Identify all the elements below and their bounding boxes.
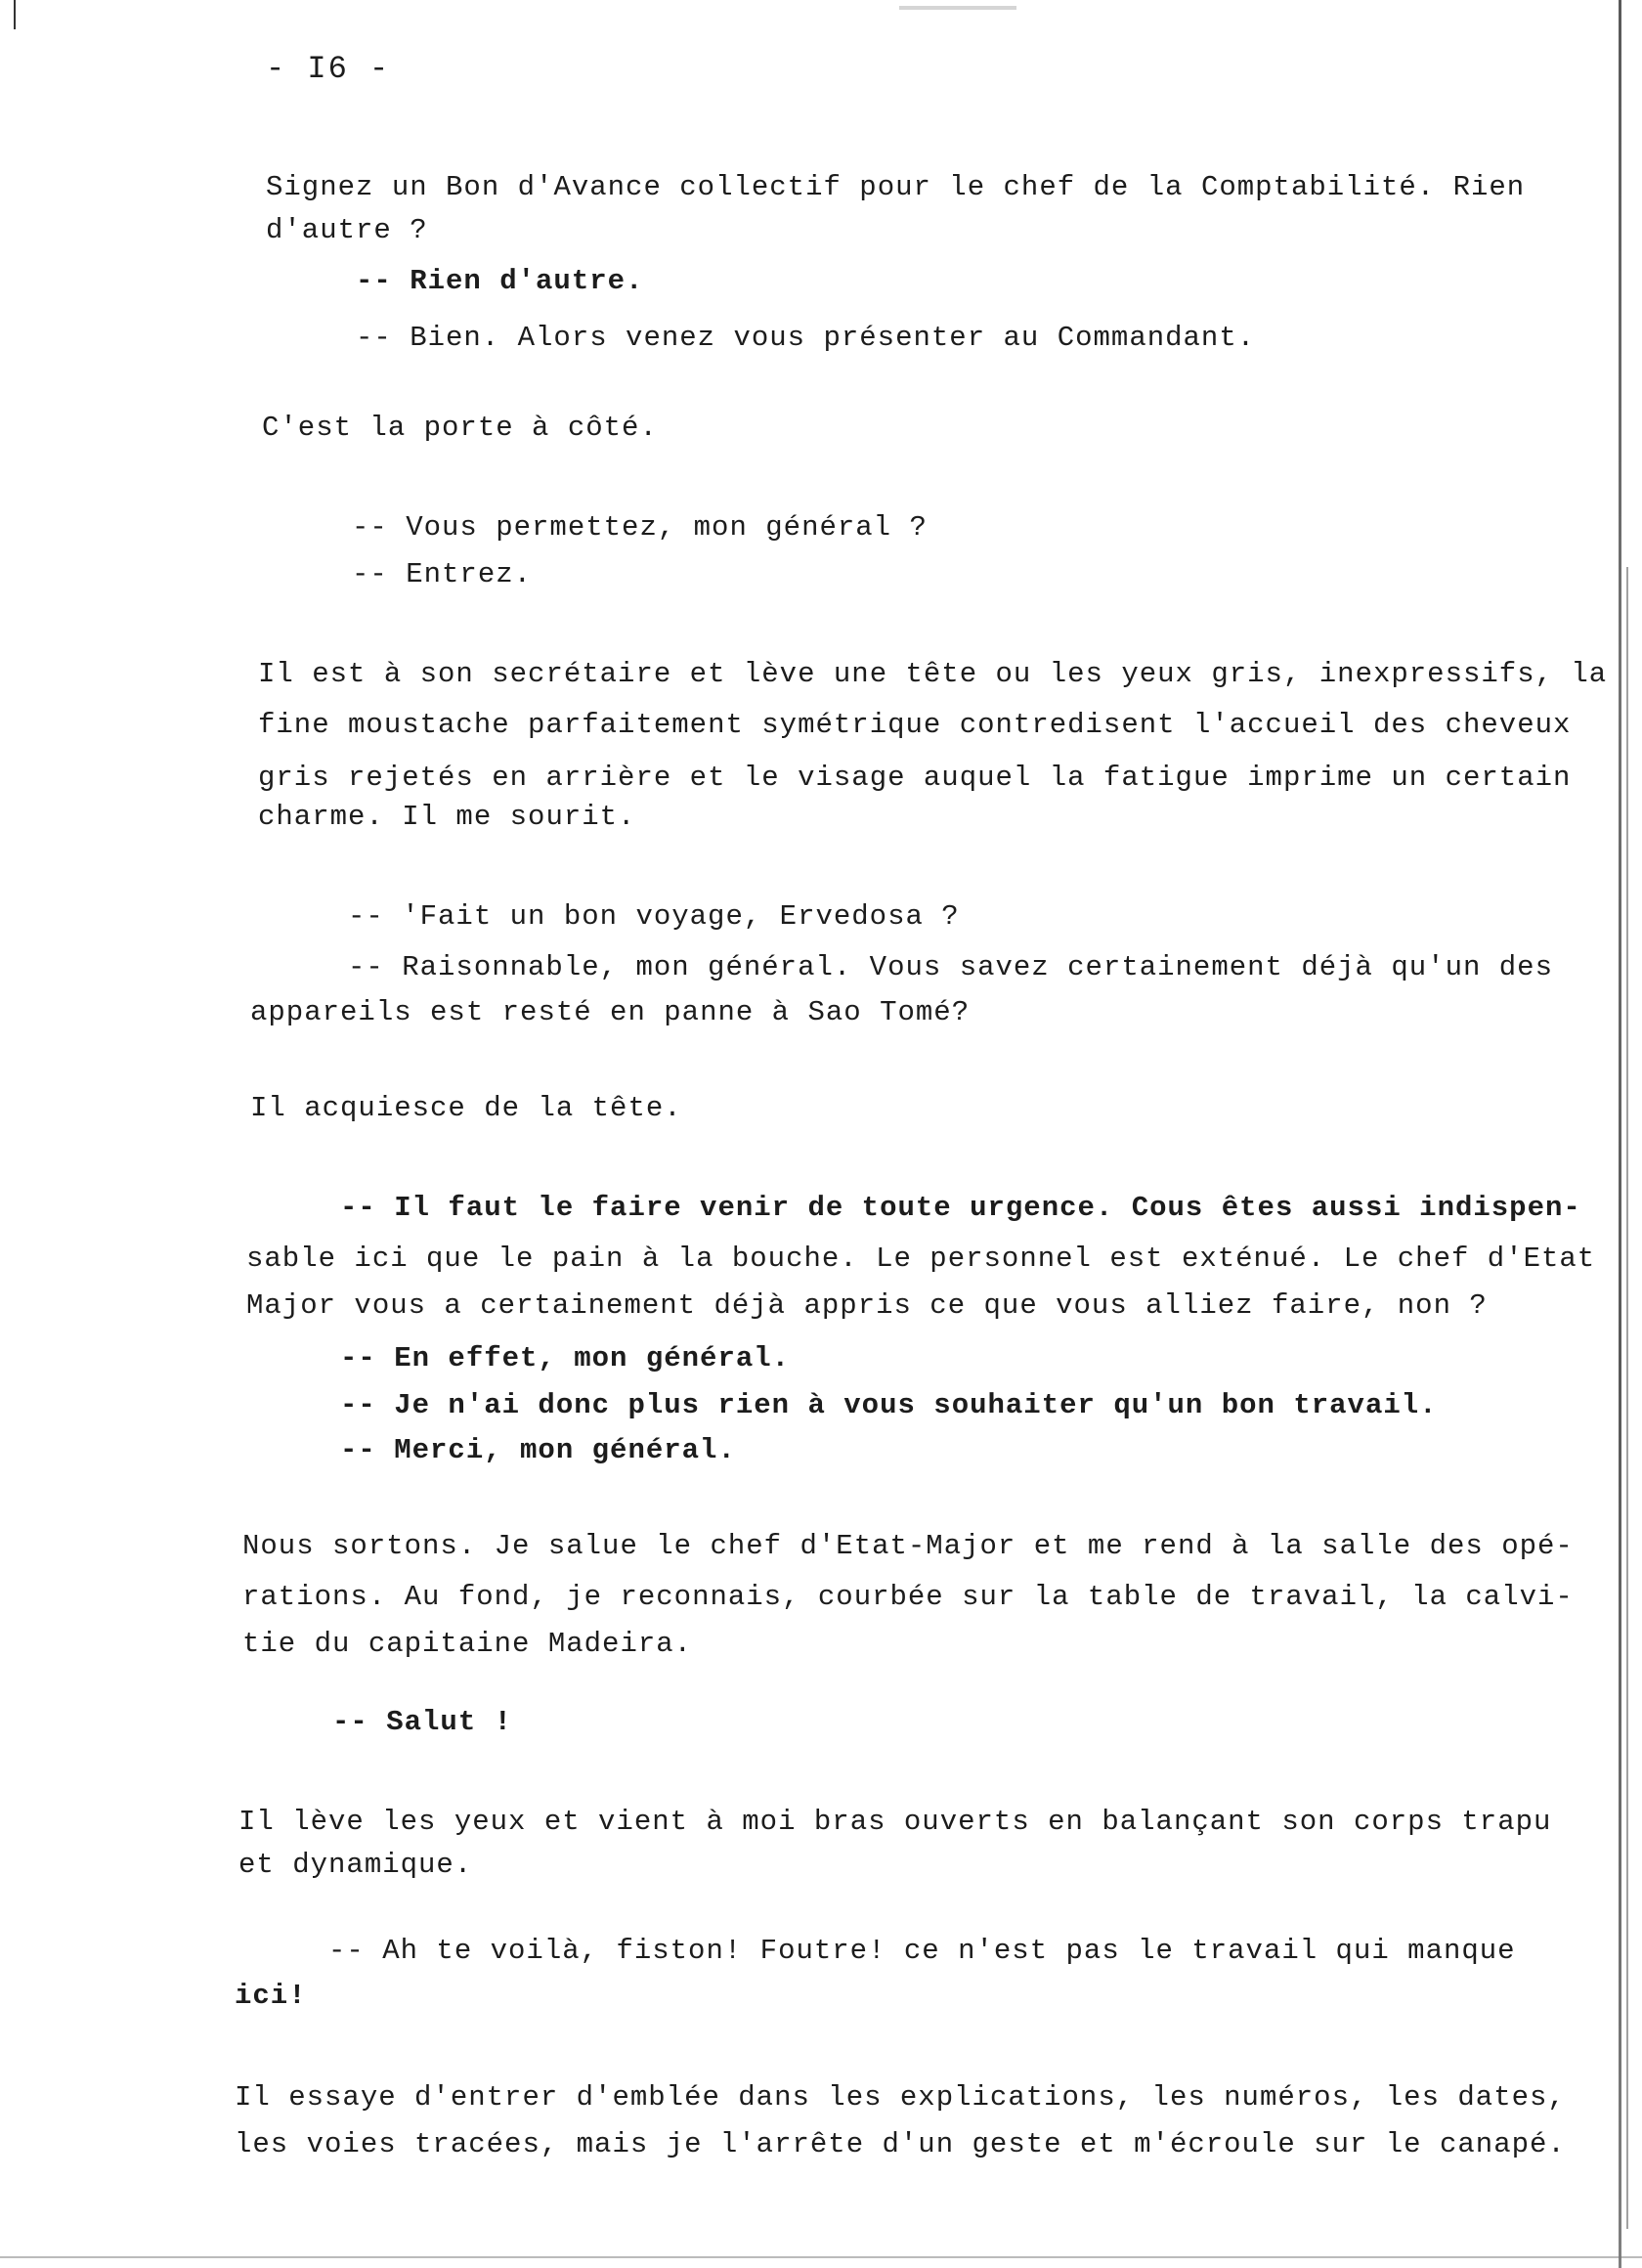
text-line: Il est à son secrétaire et lève une tête ou les yeux gris, inexpressifs, la: [258, 658, 1608, 690]
text-line: Signez un Bon d'Avance collectif pour le chef de la Comptabilité. Rien: [266, 171, 1526, 203]
text-line: les voies tracées, mais je l'arrête d'un geste et m'écroule sur le canapé.: [235, 2128, 1566, 2160]
dialogue-line: -- Rien d'autre.: [356, 265, 644, 297]
text-line: Il essaye d'entrer d'emblée dans les explications, les numéros, les dates,: [235, 2081, 1566, 2114]
text-line: sable ici que le pain à la bouche. Le personnel est exténué. Le chef d'Etat: [246, 1243, 1596, 1275]
text-line: d'autre ?: [266, 214, 428, 246]
dialogue-line: -- Ah te voilà, fiston! Foutre! ce n'est pas le travail qui manque: [328, 1935, 1516, 1967]
text-line: charme. Il me sourit.: [258, 801, 636, 833]
text-line: Major vous a certainement déjà appris ce que vous alliez faire, non ?: [246, 1289, 1488, 1322]
text-line: ici!: [235, 1980, 307, 2012]
text-line: rations. Au fond, je reconnais, courbée sur la table de travail, la calvi-: [242, 1581, 1574, 1613]
text-line: Il lève les yeux et vient à moi bras ouverts en balançant son corps trapu: [238, 1806, 1552, 1838]
text-line: tie du capitaine Madeira.: [242, 1628, 693, 1660]
text-line: et dynamique.: [238, 1849, 473, 1881]
dialogue-line: -- Salut !: [332, 1706, 513, 1738]
dialogue-line: -- Entrez.: [352, 558, 533, 590]
dialogue-line: -- Bien. Alors venez vous présenter au Commandant.: [356, 322, 1256, 354]
dialogue-line: -- Merci, mon général.: [340, 1434, 736, 1466]
text-line: appareils est resté en panne à Sao Tomé?: [250, 996, 971, 1028]
text-line: Il acquiesce de la tête.: [250, 1092, 682, 1124]
dialogue-line: -- 'Fait un bon voyage, Ervedosa ?: [348, 900, 960, 933]
page-number: - I6 -: [266, 51, 391, 87]
dialogue-line: -- Je n'ai donc plus rien à vous souhaiter qu'un bon travail.: [340, 1389, 1438, 1421]
text-line: C'est la porte à côté.: [262, 412, 658, 444]
dialogue-line: -- Il faut le faire venir de toute urgence. Cous êtes aussi indispen-: [340, 1192, 1581, 1224]
text-line: fine moustache parfaitement symétrique contredisent l'accueil des cheveux: [258, 709, 1572, 741]
text-line: gris rejetés en arrière et le visage auquel la fatigue imprime un certain: [258, 762, 1572, 794]
dialogue-line: -- Raisonnable, mon général. Vous savez certainement déjà qu'un des: [348, 951, 1553, 983]
dialogue-line: -- En effet, mon général.: [340, 1342, 791, 1374]
dialogue-line: -- Vous permettez, mon général ?: [352, 511, 928, 544]
text-line: Nous sortons. Je salue le chef d'Etat-Major et me rend à la salle des opé-: [242, 1530, 1574, 1562]
